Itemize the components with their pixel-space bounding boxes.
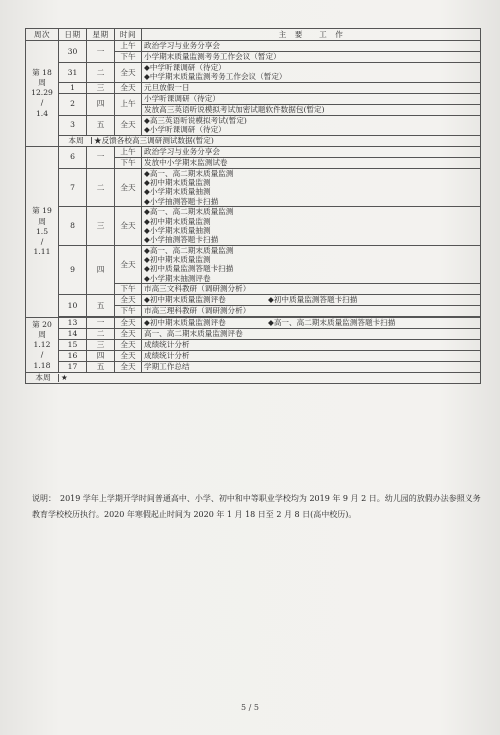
table-row <box>26 245 481 284</box>
weekday-cell: 二 <box>87 329 115 340</box>
table-row <box>26 373 481 384</box>
work-cell: 小学期末质量监测考务工作会议（暂定） <box>142 52 481 63</box>
explanatory-note: 说明： 2019 学年上学期开学时间普通高中、小学、初中和中等职业学校均为 2019 年 9 月 2 日。幼儿园的放假办法参照义务教育学校校历执行。2020 年寒假起止时间为 2020 年 1 月 18 日至 2 月 8 日(高中校历)。 <box>32 494 481 519</box>
schedule-table <box>25 28 481 384</box>
time-cell: 全天 <box>115 245 142 284</box>
week-summary-label: 本周 <box>28 374 59 382</box>
time-cell: 全天 <box>115 329 142 340</box>
work-line: ◆小学期末抽测评卷 <box>144 273 211 283</box>
date-cell: 6 <box>59 146 87 168</box>
week-18-label: 第 18 周 12.29 / 1.4 <box>26 41 59 147</box>
work-line: ◆中学听课调研（待定） <box>144 63 226 72</box>
weekday-cell: 五 <box>87 115 115 135</box>
header-time: 时间 <box>115 29 142 41</box>
work-cell: 市高三文科教研（调研测分析） <box>142 284 481 295</box>
work-item: ◆初中质量监测答题卡扫描 <box>268 295 358 305</box>
date-cell: 1 <box>59 82 87 93</box>
time-cell: 全天 <box>115 168 142 207</box>
work-cell: 政治学习与业务分享会 <box>142 146 481 157</box>
time-cell: 下午 <box>115 306 142 317</box>
work-line: ◆高一、高二期末质量监测 <box>144 168 234 178</box>
table-row <box>26 41 481 52</box>
work-cell <box>142 207 481 246</box>
work-cell <box>142 115 481 135</box>
week-summary-cell <box>26 373 481 384</box>
table-row <box>26 351 481 362</box>
time-cell: 全天 <box>115 207 142 246</box>
table-row <box>26 362 481 373</box>
weekday-cell: 一 <box>87 318 115 329</box>
work-line: ◆高三英语听说模拟考试(暂定) <box>144 115 247 125</box>
work-cell <box>142 318 481 329</box>
table-row <box>26 93 481 104</box>
time-cell: 全天 <box>115 82 142 93</box>
work-cell: 市高三理科教研（调研测分析） <box>142 306 481 317</box>
date-cell: 10 <box>59 295 87 317</box>
table-row <box>26 207 481 246</box>
work-cell: 政治学习与业务分享会 <box>142 41 481 52</box>
date-cell: 17 <box>59 362 87 373</box>
weekday-cell: 五 <box>87 295 115 317</box>
date-cell: 7 <box>59 168 87 207</box>
work-line: ◆小学抽测答题卡扫描 <box>144 235 219 245</box>
work-line: ◆中学期末质量监测考务工作会议（暂定） <box>144 72 287 82</box>
work-cell <box>142 63 481 83</box>
date-cell: 3 <box>59 115 87 135</box>
work-line: ◆小学听课调研（待定） <box>144 125 226 135</box>
table-row <box>26 329 481 340</box>
time-cell: 全天 <box>115 362 142 373</box>
weekday-cell: 三 <box>87 82 115 93</box>
date-cell: 8 <box>59 207 87 246</box>
work-cell: 发放高三英语听说模拟考试加密试题软件数据包(暂定) <box>142 104 481 115</box>
header-week: 周次 <box>26 29 59 41</box>
work-cell: 小学听课调研（待定） <box>142 93 481 104</box>
date-cell: 9 <box>59 245 87 295</box>
weekday-cell: 三 <box>87 207 115 246</box>
time-cell: 全天 <box>115 318 142 329</box>
work-cell: 发放中小学期末监测试卷 <box>142 157 481 168</box>
work-line: ◆小学期末质量抽测 <box>144 187 211 197</box>
work-line: ◆初中期末质量监测 <box>144 216 211 226</box>
work-cell: 元旦放假一日 <box>142 82 481 93</box>
work-line: ◆初中质量监测答题卡扫描 <box>144 264 234 274</box>
work-cell <box>142 295 481 306</box>
table-row <box>26 340 481 351</box>
page-number: 5 / 5 <box>241 703 259 712</box>
table-row <box>26 135 481 146</box>
weekday-cell: 一 <box>87 41 115 63</box>
header-date: 日期 <box>59 29 87 41</box>
work-cell <box>142 168 481 207</box>
week-19-label: 第 19 周 1.5 / 1.11 <box>26 146 59 318</box>
date-cell: 13 <box>59 318 87 329</box>
weekday-cell: 四 <box>87 93 115 115</box>
work-item: ◆初中期末质量监测评卷 <box>144 318 226 328</box>
date-cell: 16 <box>59 351 87 362</box>
table-row <box>26 82 481 93</box>
time-cell: 全天 <box>115 351 142 362</box>
table-row <box>26 63 481 83</box>
table-row <box>26 115 481 135</box>
header-row <box>26 29 481 41</box>
work-item: ◆高一、高二期末质量监测答题卡扫描 <box>268 318 396 328</box>
work-line: ◆初中期末质量监测 <box>144 255 211 265</box>
work-cell <box>142 245 481 284</box>
header-weekday: 星期 <box>87 29 115 41</box>
table-row <box>26 318 481 329</box>
work-cell: 学期工作总结 <box>142 362 481 373</box>
time-cell: 上午 <box>115 146 142 157</box>
weekday-cell: 四 <box>87 245 115 295</box>
date-cell: 15 <box>59 340 87 351</box>
weekday-cell: 二 <box>87 168 115 207</box>
week-summary-text: ★反馈各校高三调研测试数据(暂定) <box>94 135 214 145</box>
work-line: ◆小学期末质量抽测 <box>144 225 211 235</box>
time-cell: 全天 <box>115 115 142 135</box>
weekday-cell: 二 <box>87 63 115 83</box>
week-summary-text: ★ <box>61 373 68 383</box>
date-cell: 31 <box>59 63 87 83</box>
weekday-cell: 四 <box>87 351 115 362</box>
weekday-cell: 五 <box>87 362 115 373</box>
work-cell: 高一、高二期末质量监测评卷 <box>142 329 481 340</box>
time-cell: 下午 <box>115 52 142 63</box>
time-cell: 下午 <box>115 157 142 168</box>
work-line: ◆小学抽测答题卡扫描 <box>144 196 219 206</box>
date-cell: 14 <box>59 329 87 340</box>
time-cell: 全天 <box>115 295 142 306</box>
week-summary-label: 本周 <box>61 137 92 145</box>
header-work: 主 要 工 作 <box>142 29 481 41</box>
time-cell: 全天 <box>115 63 142 83</box>
date-cell: 30 <box>59 41 87 63</box>
work-item: ◆初中期末质量监测评卷 <box>144 295 226 305</box>
date-cell: 2 <box>59 93 87 115</box>
week-summary-cell <box>59 135 481 146</box>
week-20-label: 第 20 周 1.12 / 1.18 <box>26 318 59 373</box>
table-row <box>26 168 481 207</box>
time-cell: 上午 <box>115 93 142 115</box>
time-cell: 全天 <box>115 340 142 351</box>
work-line: ◆高一、高二期末质量监测 <box>144 245 234 255</box>
table-row <box>26 295 481 306</box>
time-cell: 上午 <box>115 41 142 52</box>
work-line: ◆高一、高二期末质量监测 <box>144 207 234 217</box>
time-cell: 下午 <box>115 284 142 295</box>
work-cell: 成绩统计分析 <box>142 340 481 351</box>
weekday-cell: 三 <box>87 340 115 351</box>
table-row <box>26 146 481 157</box>
weekday-cell: 一 <box>87 146 115 168</box>
work-line: ◆初中期末质量监测 <box>144 177 211 187</box>
work-cell: 成绩统计分析 <box>142 351 481 362</box>
